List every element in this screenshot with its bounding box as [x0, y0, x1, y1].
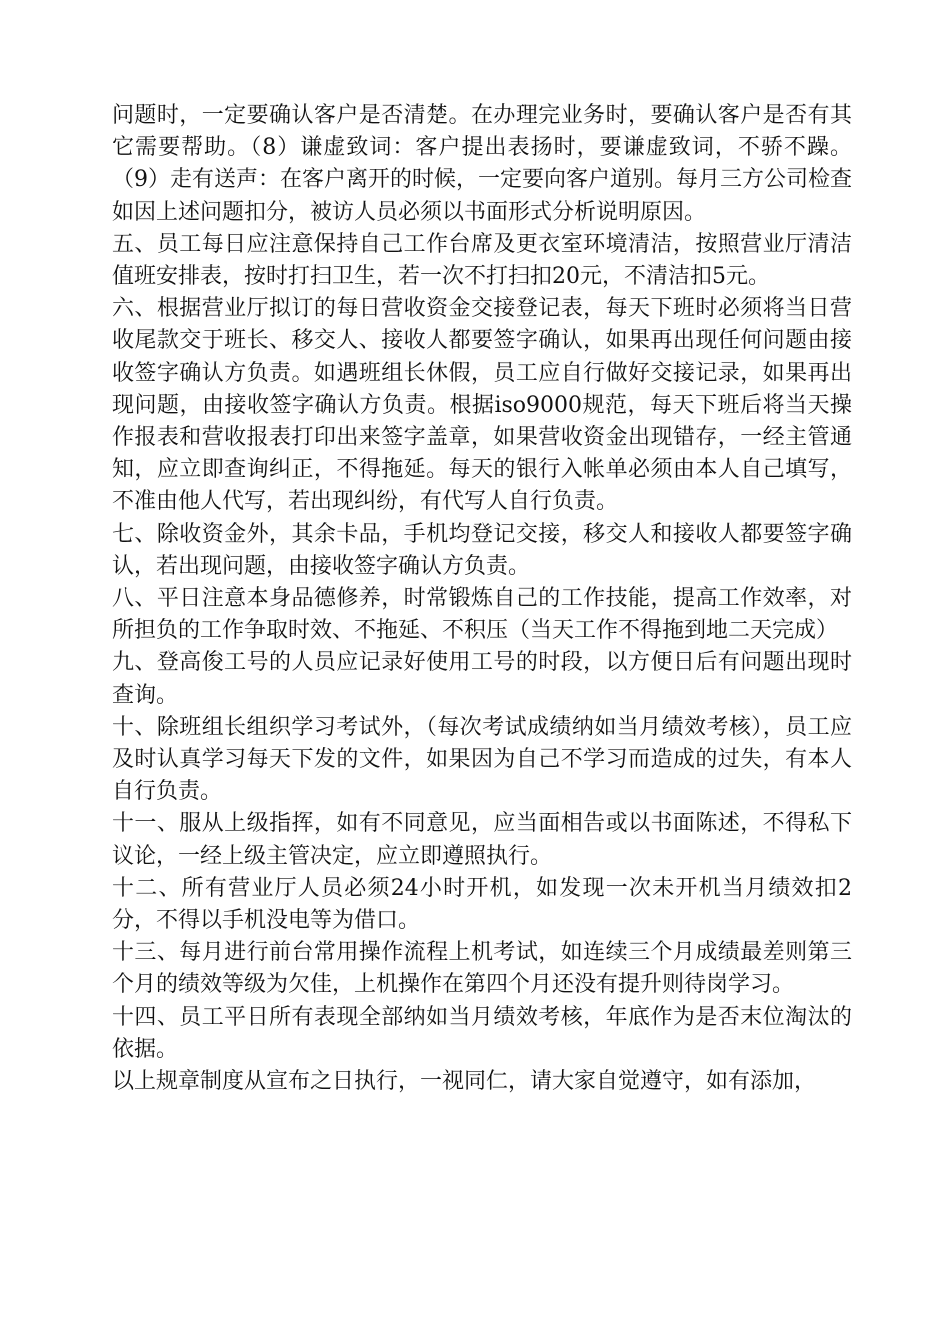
paragraph-rule-6: 六、根据营业厅拟订的每日营收资金交接登记表，每天下班时必须将当日营收尾款交于班长、移交人、接收人都要签字确认，如果再出现任何问题由接收签字确认方负责。如遇班组长休假，员工应自行做好交接记录，如果再出现问题，由接收签字确认方负责。根据iso9000规范，每天下班后将当天操作报表和营收报表打印出来签字盖章，如果营收资金出现错存，一经主管通知，应立即查询纠正，不得拖延。每天的银行入帐单必须由本人自己填写，不准由他人代写，若出现纠纷，有代写人自行负责。 — [112, 296, 852, 515]
paragraph-rule-13: 十三、每月进行前台常用操作流程上机考试，如连续三个月成绩最差则第三个月的绩效等级为欠佳，上机操作在第四个月还没有提升则待岗学习。 — [112, 940, 852, 998]
paragraph-rule-5: 五、员工每日应注意保持自己工作台席及更衣室环境清洁，按照营业厅清洁值班安排表，按时打扫卫生，若一次不打扫扣20元，不清洁扣5元。 — [112, 231, 852, 290]
paragraph-rule-10: 十、除班组长组织学习考试外，（每次考试成绩纳如当月绩效考核），员工应及时认真学习每天下发的文件，如果因为自己不学习而造成的过失，有本人自行负责。 — [112, 714, 852, 805]
paragraph-rule-11: 十一、服从上级指挥，如有不同意见，应当面相告或以书面陈述，不得私下议论，一经上级主管决定，应立即遵照执行。 — [112, 811, 852, 869]
paragraph-closing: 以上规章制度从宣布之日执行，一视同仁，请大家自觉遵守，如有添加， — [112, 1069, 817, 1095]
paragraph-service-etiquette: 问题时，一定要确认客户是否清楚。在办理完业务时，要确认客户是否有其它需要帮助。（8）谦虚致词：客户提出表扬时，要谦虚致词，不骄不躁。（9）走有送声：在客户离开的时候，一定要向客户道别。每月三方公司检查如因上述问题扣分，被访人员必须以书面形式分析说明原因。 — [112, 103, 852, 225]
paragraph-rule-9: 九、登高俊工号的人员应记录好使用工号的时段，以方便日后有问题出现时查询。 — [112, 650, 852, 708]
document-page — [112, 100, 852, 1098]
paragraph-rule-8: 八、平日注意本身品德修养，时常锻炼自己的工作技能，提高工作效率，对所担负的工作争取时效、不拖延、不积压（当天工作不得拖到地二天完成） — [112, 586, 852, 644]
paragraph-rule-7: 七、除收资金外，其余卡品，手机均登记交接，移交人和接收人都要签字确认，若出现问题，由接收签字确认方负责。 — [112, 521, 852, 579]
paragraph-rule-14: 十四、员工平日所有表现全部纳如当月绩效考核，年底作为是否末位淘汰的依据。 — [112, 1004, 852, 1062]
paragraph-rule-12: 十二、所有营业厅人员必须24小时开机，如发现一次未开机当月绩效扣2分，不得以手机没电等为借口。 — [112, 875, 852, 934]
